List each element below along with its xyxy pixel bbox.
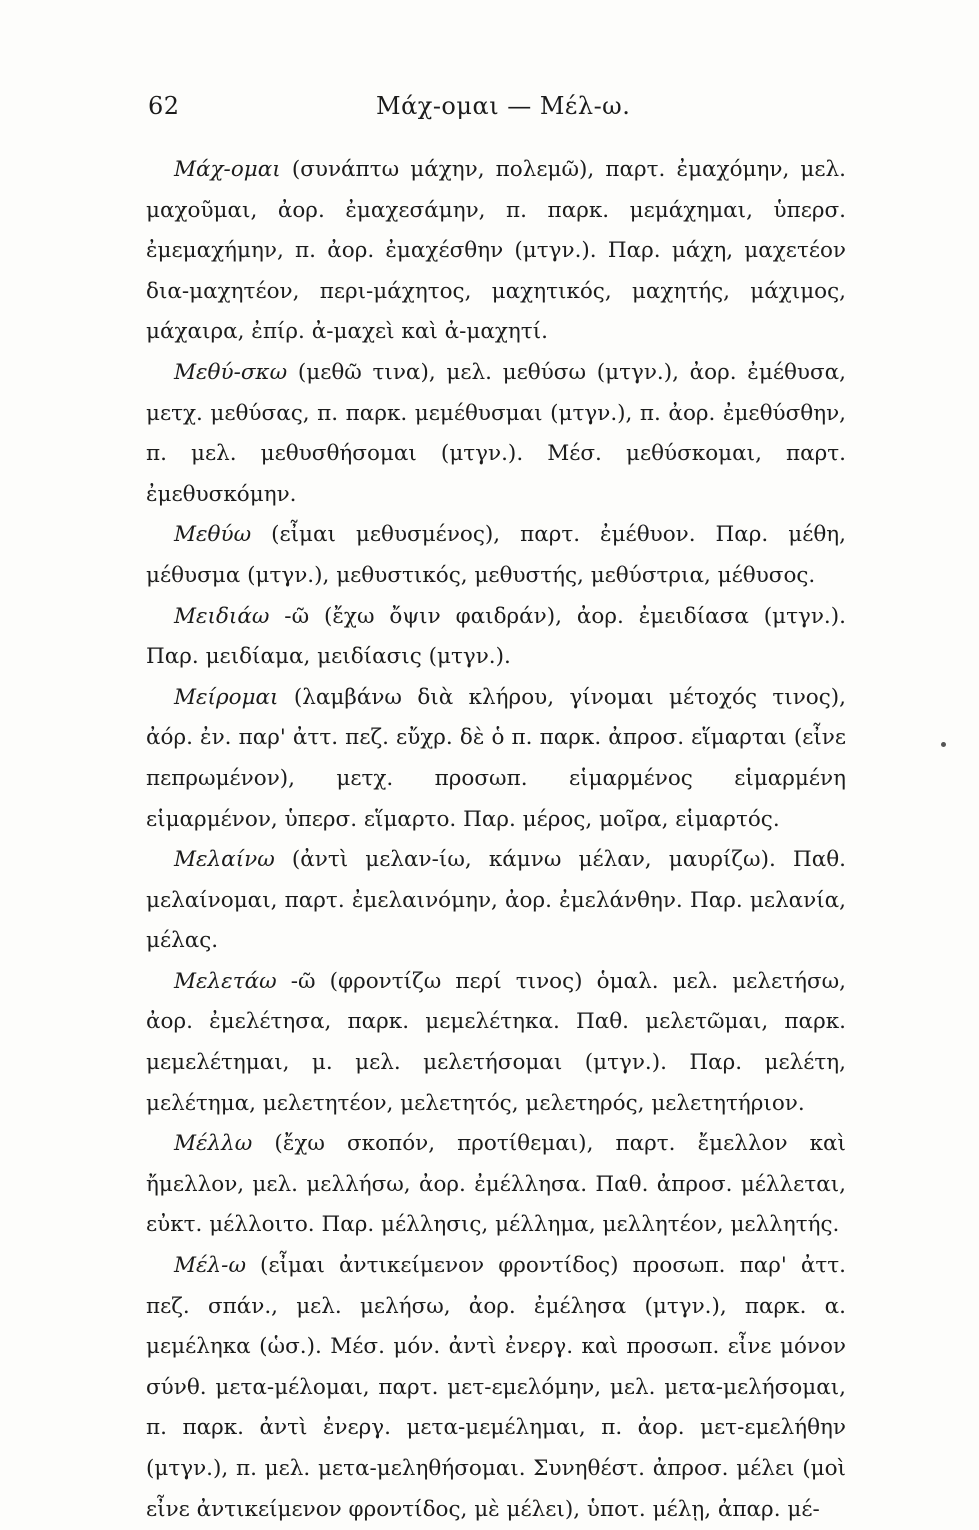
entry-text: (εἶμαι ἀντικείμενον φροντίδος) προσωπ. παρ' ἀττ. πεζ. σπάν., μελ. μελήσω, ἀορ. ἐμέλησα (μτγν.), παρκ. α. μεμέληκα (ὡσ.). Μέσ. μόν. ἀντὶ ἐνεργ. καὶ προσωπ. εἶνε μόνον σύνθ. μετα-μέλομαι, παρτ. μετ-εμελόμην, μελ. μετα-μελήσομαι, π. παρκ. ἀντὶ ἐνεργ. μετα-μεμέλημαι, π. ἀορ. μετ-εμελήθην (μτγν.), π. μελ. μετα-μεληθήσομαι. Συνηθέστ. ἀπροσ. μέλει (μοὶ εἶνε ἀντικείμενον φροντίδος, μὲ μέλει), ὑποτ. μέλῃ, ἀπαρ. μέ- [146,1253,846,1522]
entry [146,962,846,1124]
entry-text: (εἶμαι μεθυσμένος), παρτ. ἐμέθυον. Παρ. μέθη, μέθυσμα (μτγν.), μεθυστικός, μεθυστής, μεθύστρια, μέθυσος. [146,522,846,588]
entry [146,678,846,840]
entry-lemma: Μέλ-ω [174,1253,246,1279]
entry-text: (λαμβάνω διὰ κλήρου, γίνομαι μέτοχός τινος), ἀόρ. ἐν. παρ' ἀττ. πεζ. εὔχρ. δὲ ὁ π. παρκ. ἀπροσ. εἵμαρται (εἶνε πεπρωμένον), μετχ. προσωπ. εἱμαρμένος εἱμαρμένη εἱμαρμένον, ὑπερσ. εἵμαρτο. Παρ. μέρος, μοῖρα, εἱμαρτός. [146,684,846,832]
entry [146,1246,846,1530]
entry [146,150,846,353]
entry-lemma: Μέλλω [174,1131,253,1157]
entry-lemma: Μειδιάω [174,603,270,629]
entry [146,840,846,962]
page-number: 62 [148,92,180,120]
entry [146,515,846,596]
entry-text: (μεθῶ τινα), μελ. μεθύσω (μτγν.), ἀορ. ἐμέθυσα, μετχ. μεθύσας, π. παρκ. μεμέθυσμαι (μτγν.), π. ἀορ. ἐμεθύσθην, π. μελ. μεθυσθήσομαι (μτγν.). Μέσ. μεθύσκομαι, παρτ. ἐμεθυσκόμην. [146,359,846,507]
entry [146,353,846,515]
page-header [148,92,831,132]
entry [146,597,846,678]
entry-lemma: Μελετάω [174,968,277,994]
entry-text: -ῶ (ἔχω ὄψιν φαιδράν), ἀορ. ἐμειδίασα (μτγν.). Παρ. μειδίαμα, μειδίασις (μτγν.). [146,603,846,670]
entry-text: -ῶ (φροντίζω περί τινος) ὁμαλ. μελ. μελετήσω, ἀορ. ἐμελέτησα, παρκ. μεμελέτηκα. Παθ. μελετῶμαι, παρκ. μεμελέτημαι, μ. μελ. μελετήσομαι (μτγν.). Παρ. μελέτη, μελέτημα, μελετητέον, μελετητός, μελετηρός, μελετητήριον. [146,968,846,1116]
entry [146,1124,846,1246]
entry-lemma: Μεθύ-σκω [174,359,288,385]
running-head: Μάχ-ομαι — Μέλ-ω. [376,92,631,120]
entry-lemma: Μεθύω [174,522,252,548]
entry-lemma: Μάχ-ομαι [174,157,281,182]
entry-lemma: Μελαίνω [174,847,275,873]
entry-text: (ἀντὶ μελαν-ίω, κάμνω μέλαν, μαυρίζω). Παθ. μελαίνομαι, παρτ. ἐμελαινόμην, ἀορ. ἐμελάνθην. Παρ. μελανία, μέλας. [146,847,846,954]
entries-body [146,150,846,1530]
entry-text: (ἔχω σκοπόν, προτίθεμαι), παρτ. ἔμελλον καὶ ἤμελλον, μελ. μελλήσω, ἀορ. ἐμέλλησα. Παθ. ἀπροσ. μέλλεται, εὐκτ. μέλλοιτο. Παρ. μέλλησις, μέλλημα, μελλητέον, μελλητής. [146,1131,846,1238]
ink-speck [941,742,946,747]
entry-text: (συνάπτω μάχην, πολεμῶ), παρτ. ἐμαχόμην, μελ. μαχοῦμαι, ἀορ. ἐμαχεσάμην, π. παρκ. μεμάχημαι, ὑπερσ. ἐμεμαχήμην, π. ἀορ. ἐμαχέσθην (μτγν.). Παρ. μάχη, μαχετέον δια-μαχητέον, περι-μάχητος, μαχητικός, μαχητής, μάχιμος, μάχαιρα, ἐπίρ. ἀ-μαχεὶ καὶ ἀ-μαχητί. [146,157,846,345]
entry-lemma: Μείρομαι [174,684,279,710]
